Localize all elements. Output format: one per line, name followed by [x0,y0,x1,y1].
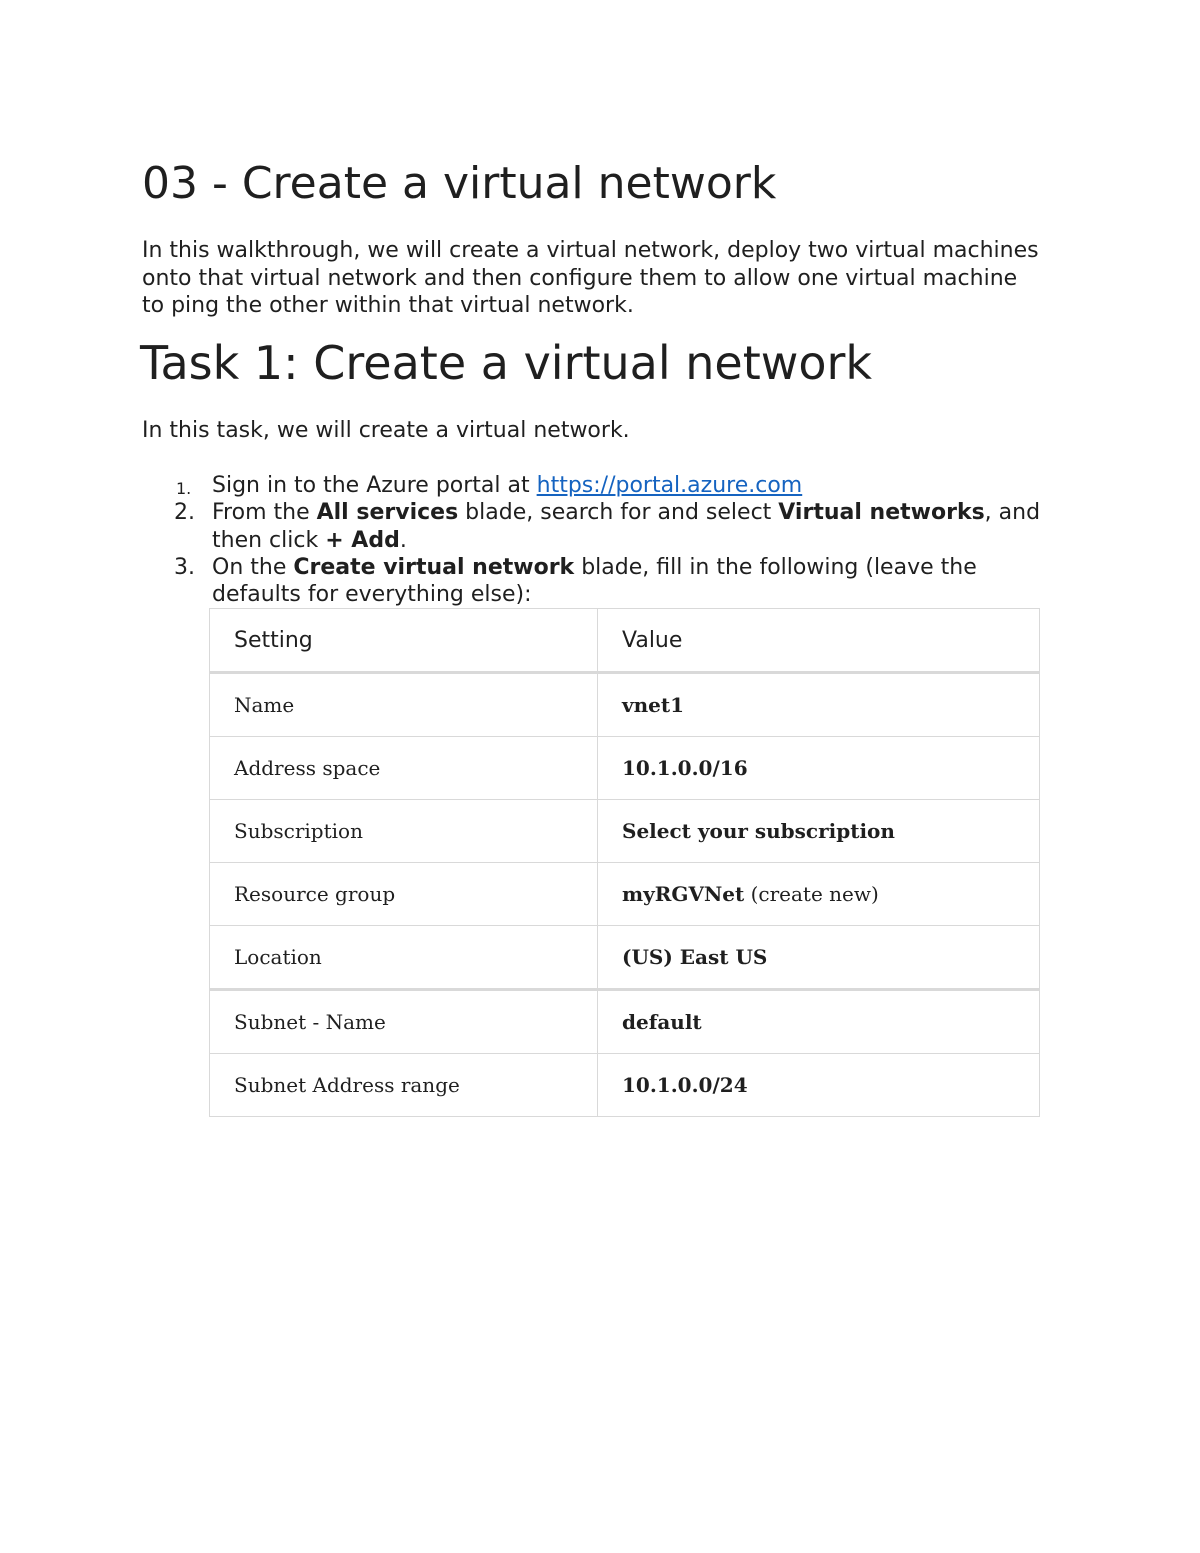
steps-list [142,472,1062,608]
value-text: myRGVNet [622,882,745,906]
table-row [210,990,1040,1054]
step-text: On the [212,554,294,580]
value-text: vnet1 [622,693,685,717]
step-text: , and then click [212,500,1041,553]
setting-cell: Subnet - Name [210,990,598,1054]
value-text: Select your subscription [622,819,895,843]
step-1 [142,472,1062,499]
step-bold-text: + Add [325,527,400,553]
azure-portal-link[interactable]: https://portal.azure.com [536,473,803,498]
intro-paragraph: In this walkthrough, we will create a virtual network, deploy two virtual machines onto that virtual network and then configure them to allow one virtual machine to ping the other within that virtual network. [142,238,1039,318]
step-3 [142,554,1062,609]
step-text: From the [212,500,317,526]
value-cell [598,990,1040,1054]
value-cell [598,1054,1040,1117]
step-text: . [399,527,407,553]
table-row [210,1054,1040,1117]
value-text: (US) East US [622,945,768,969]
column-header-value: Value [598,609,1040,673]
table-row [210,863,1040,926]
table-header-row [210,609,1040,673]
table-row [210,800,1040,863]
setting-cell: Address space [210,737,598,800]
table-row [210,737,1040,800]
step-bold-text: All services [316,500,459,526]
step-number: 1. [176,479,192,498]
setting-cell: Location [210,926,598,990]
value-cell [598,926,1040,990]
step-text: blade, fill in the following (leave the defaults for everything else): [212,554,977,608]
task-intro-paragraph: In this task, we will create a virtual network. [142,418,630,443]
step-bold-text: Create virtual network [293,554,575,580]
setting-cell: Name [210,673,598,737]
table-row [210,673,1040,737]
value-text: 10.1.0.0/24 [622,1073,748,1097]
value-cell [598,673,1040,737]
value-cell [598,800,1040,863]
document-title: 03 - Create a virtual network [142,158,777,209]
setting-cell: Subnet Address range [210,1054,598,1117]
value-text: default [622,1010,702,1034]
value-text: 10.1.0.0/16 [622,756,748,780]
settings-table [209,608,1040,1117]
table-row [210,926,1040,990]
setting-cell: Resource group [210,863,598,926]
value-cell [598,737,1040,800]
setting-cell: Subscription [210,800,598,863]
column-header-setting: Setting [210,609,598,673]
step-2 [142,499,1062,554]
task-heading: Task 1: Create a virtual network [140,336,873,390]
step-text: Sign in to the Azure portal at [212,473,537,498]
value-note: (create new) [744,882,879,906]
value-cell [598,863,1040,926]
step-text: blade, search for and select [458,500,779,526]
step-number: 3. [174,554,195,580]
step-bold-text: Virtual networks [778,500,985,526]
step-number: 2. [174,500,195,526]
